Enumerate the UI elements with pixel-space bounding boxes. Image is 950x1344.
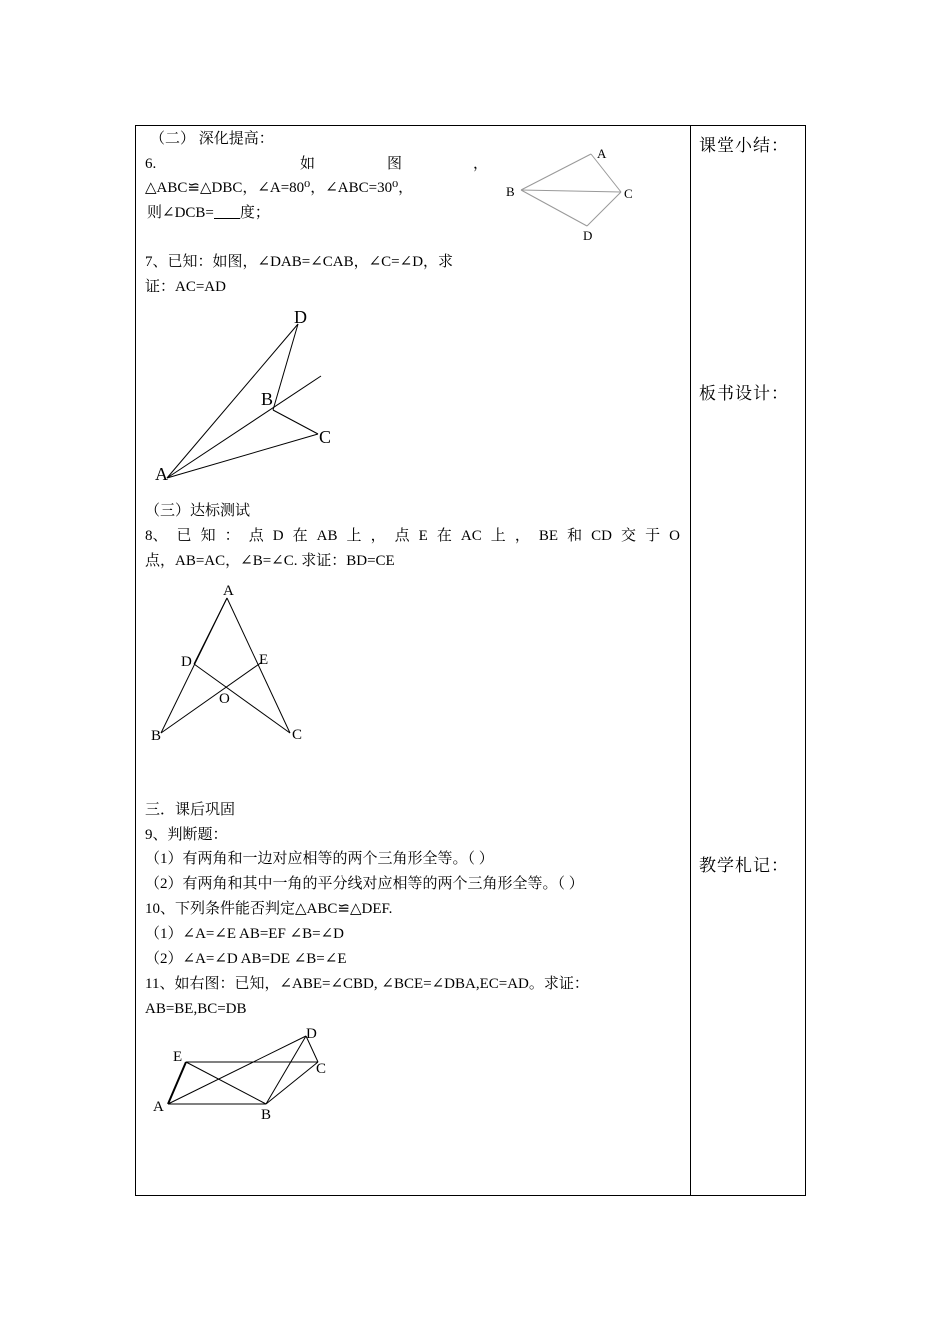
edge-bd [521, 190, 587, 226]
q6-number: 6. [145, 156, 157, 172]
label-a: A [597, 146, 607, 161]
label-c: C [624, 186, 633, 201]
board-design-label: 板书设计： [699, 384, 789, 403]
q9-item1: （1）有两角和一边对应相等的两个三角形全等。（ ） [145, 851, 494, 867]
q10-item2: （2）∠A=∠D AB=DE ∠B=∠E [145, 951, 347, 967]
edge-ad [168, 1036, 306, 1104]
label-a: A [153, 1099, 164, 1115]
q11-line2: AB=BE,BC=DB [145, 1001, 247, 1017]
q8-word: 8、 [145, 528, 168, 544]
q8-word: 在 [292, 528, 308, 544]
q8-word: 上 [346, 528, 362, 544]
q8-word: 点 [248, 528, 264, 544]
edge-ae [168, 1062, 186, 1104]
q8-word: 在 [436, 528, 452, 544]
part3-heading: 三．课后巩固 [145, 802, 236, 818]
edge-dc [587, 192, 621, 226]
q7-line2: 证：AC=AD [145, 279, 226, 295]
q8-word: CD [591, 528, 612, 544]
class-summary-label: 课堂小结： [699, 136, 789, 155]
teaching-notes-label: 教学札记： [699, 856, 789, 875]
edge-db [273, 324, 298, 410]
label-a: A [155, 464, 168, 484]
q8-word: 点 [394, 528, 410, 544]
q6-question-text: 则∠DCB= [147, 205, 214, 221]
q6-congruence: △ABC≌△DBC，∠A=80⁰，∠ABC=30⁰， [145, 180, 414, 196]
q7-figure [151, 304, 351, 484]
edge-bc [266, 1062, 318, 1104]
section-heading-test: （三）达标测试 [145, 503, 251, 519]
label-d: D [306, 1026, 317, 1042]
q8-figure [146, 576, 336, 751]
label-c: C [319, 427, 332, 447]
q8-line2: 点，AB=AC，∠B=∠C. 求证：BD=CE [145, 553, 395, 569]
q8-word: 交 [621, 528, 637, 544]
label-d: D [583, 228, 593, 243]
label-e: E [259, 652, 269, 668]
q6-comma: ， [473, 156, 489, 172]
edge-ba [521, 154, 591, 190]
q8-word: 于 [645, 528, 661, 544]
answer-blank [214, 204, 240, 219]
q8-word: BE [538, 528, 559, 544]
edge-da [194, 598, 227, 664]
q8-word: 知 [200, 528, 216, 544]
q8-word: ， [370, 528, 386, 544]
label-b: B [506, 184, 515, 199]
q8-word: D [272, 528, 284, 544]
label-d: D [294, 307, 307, 327]
label-d: D [181, 654, 192, 670]
q11-line1: 11、如右图：已知，∠ABE=∠CBD, ∠BCE=∠DBA,EC=AD。求证： [145, 976, 589, 992]
q7-line1: 7、已知：如图，∠DAB=∠CAB，∠C=∠D，求 [145, 254, 454, 270]
edge-bc [521, 190, 621, 192]
edge-ac [167, 434, 318, 478]
label-c: C [292, 727, 303, 743]
edge-dc [194, 664, 290, 733]
q6-question [147, 204, 270, 222]
q8-word: ： [224, 528, 240, 544]
q9-title: 9、判断题： [145, 827, 228, 843]
q8-word: 上 [490, 528, 506, 544]
q8-line1 [145, 527, 680, 545]
edge-eb [186, 1062, 266, 1104]
column-divider [690, 126, 691, 1195]
label-a: A [223, 583, 234, 599]
q6-figure [501, 142, 641, 242]
section-heading-deepen: （二） 深化提高： [150, 131, 274, 147]
q8-word: 已 [176, 528, 192, 544]
q10-title: 10、下列条件能否判定△ABC≌△DEF. [145, 901, 393, 917]
edge-be [161, 662, 262, 733]
ray-ab [167, 376, 321, 478]
label-e: E [173, 1049, 183, 1065]
q6-word-tu: 图 [387, 156, 403, 172]
q8-word: AB [316, 528, 338, 544]
edge-bc [273, 410, 318, 434]
label-o: O [219, 691, 230, 707]
q10-item1: （1）∠A=∠E AB=EF ∠B=∠D [145, 926, 344, 942]
label-b: B [261, 389, 274, 409]
lesson-table [135, 125, 806, 1196]
q6-unit: 度； [239, 205, 270, 221]
label-b: B [261, 1107, 272, 1123]
label-b: B [151, 728, 162, 744]
edge-ad [167, 324, 298, 478]
q8-word: AC [460, 528, 482, 544]
q8-word: 和 [567, 528, 583, 544]
q6-word-ru: 如 [300, 156, 316, 172]
q11-figure [146, 1024, 346, 1129]
q8-word: O [669, 528, 680, 544]
label-c: C [316, 1061, 327, 1077]
q9-item2: （2）有两角和其中一角的平分线对应相等的两个三角形全等。（ ） [145, 876, 584, 892]
q8-word: E [418, 528, 428, 544]
q8-word: ， [514, 528, 530, 544]
